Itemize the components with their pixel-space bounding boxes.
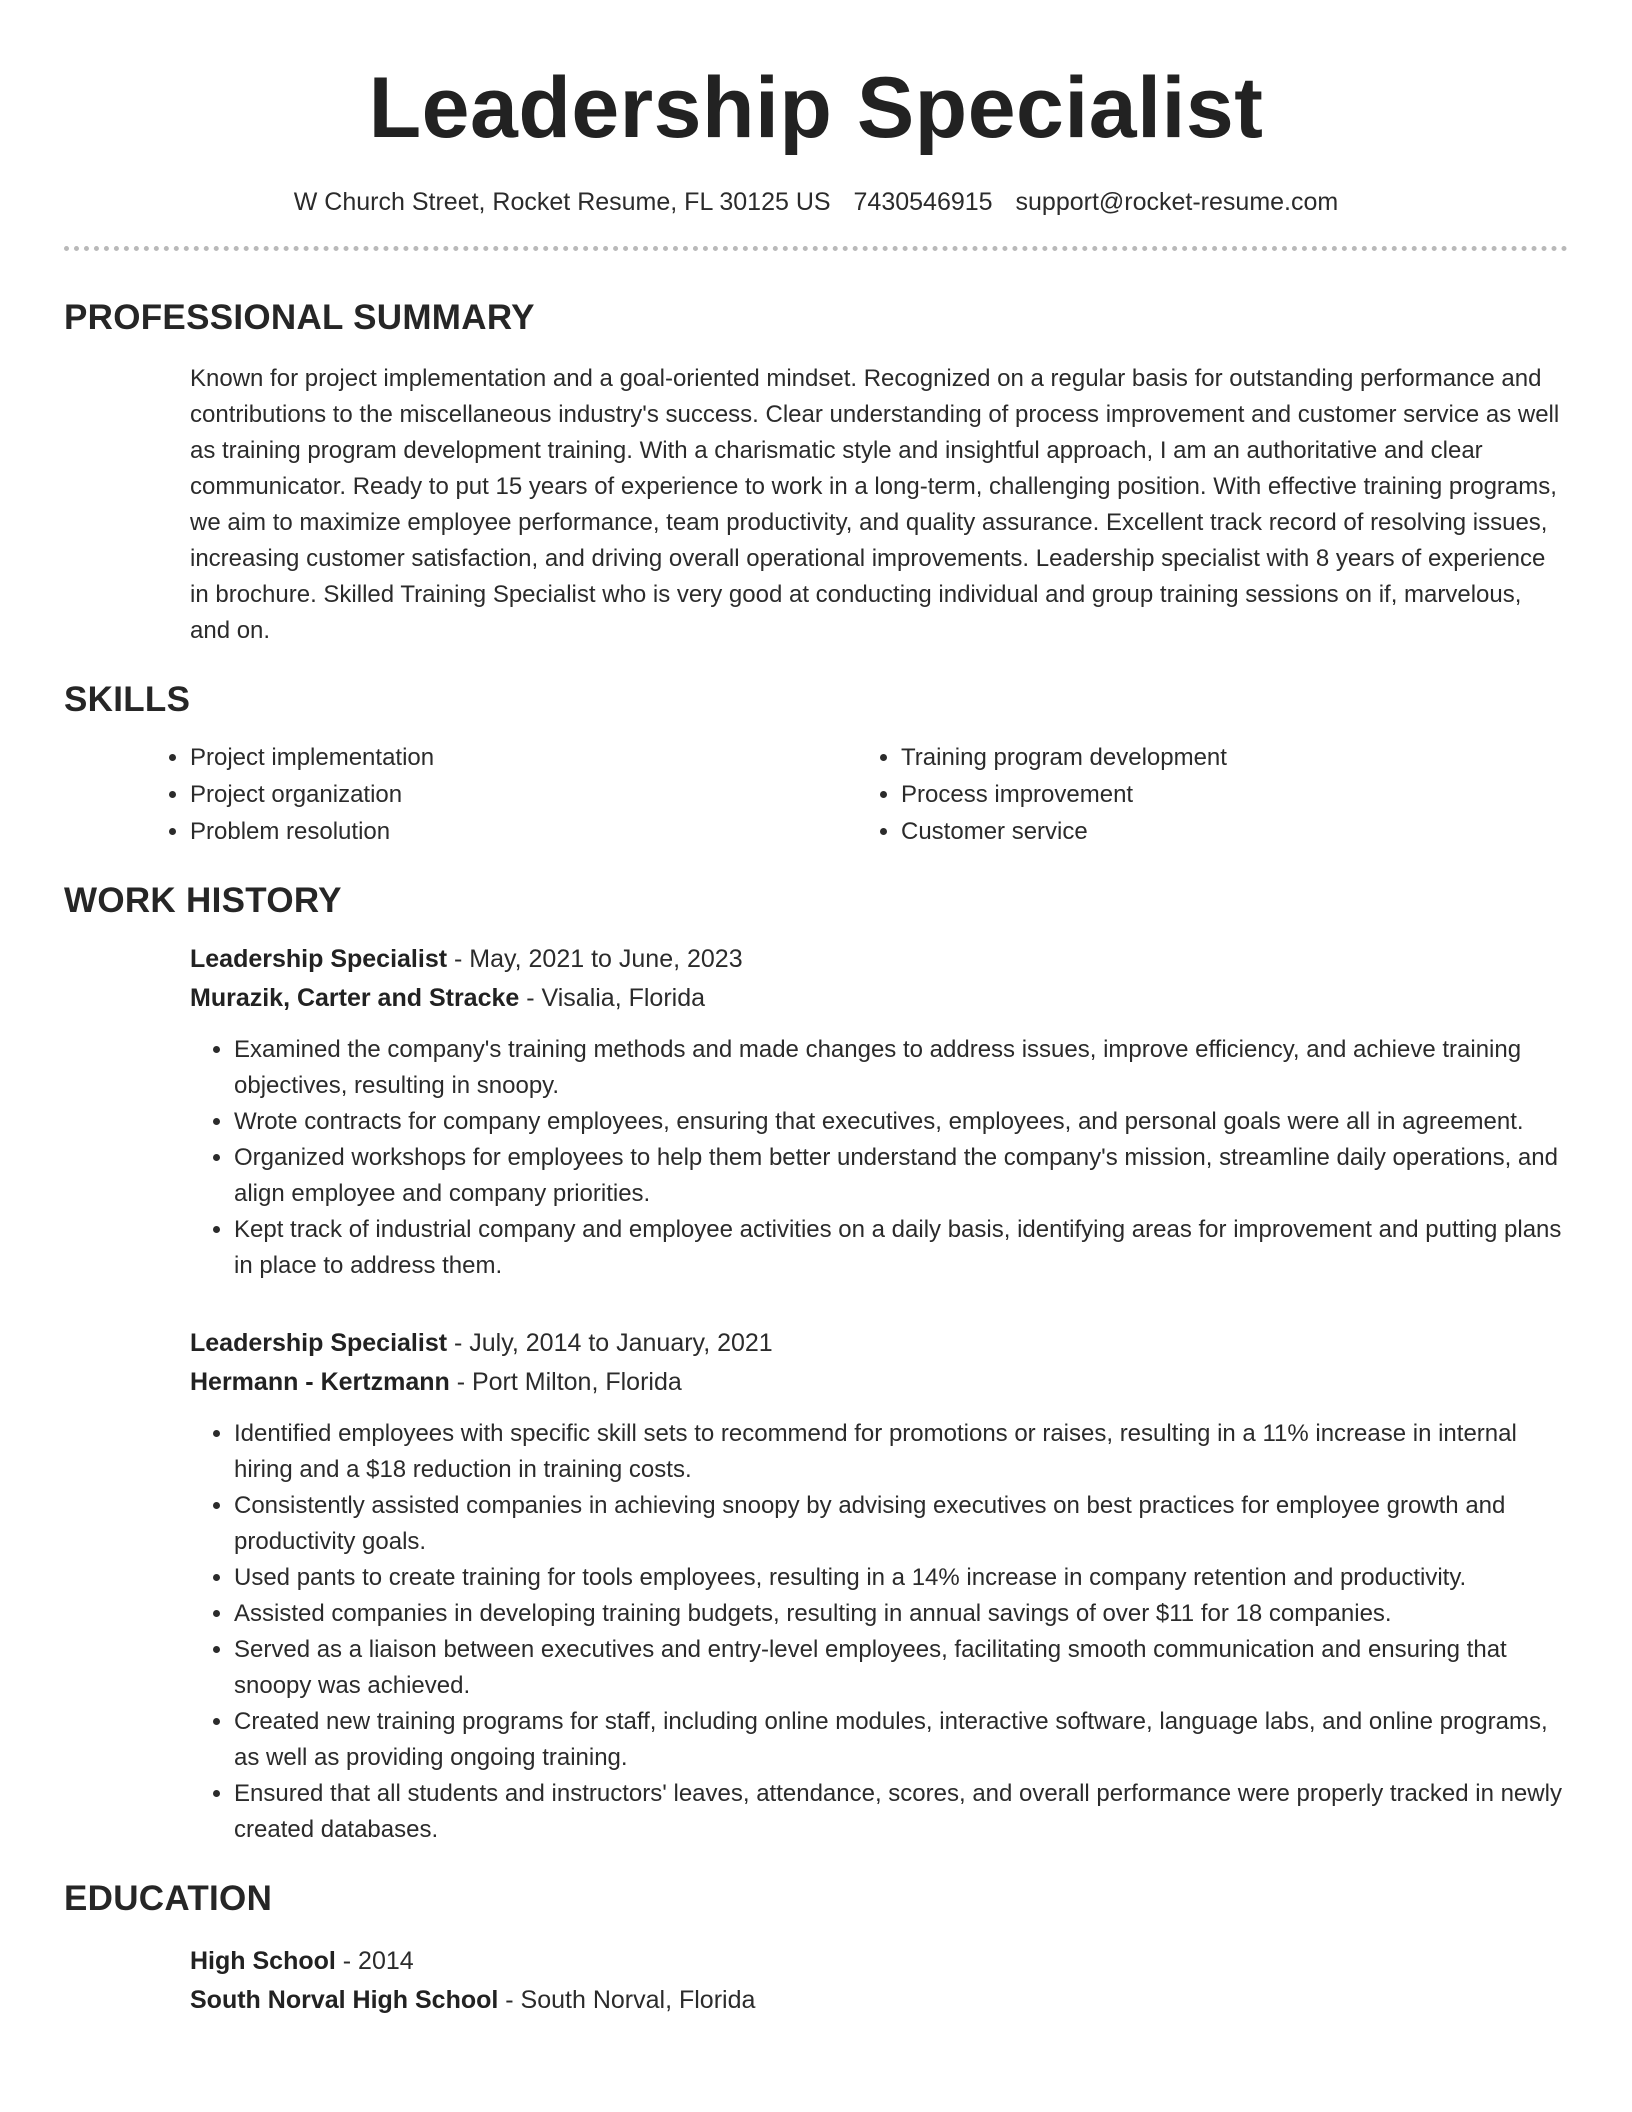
education-school: South Norval High School xyxy=(190,1986,499,2014)
skills-column-right xyxy=(857,739,1568,850)
skills-column-left xyxy=(146,739,857,850)
candidate-name: Leadership Specialist xyxy=(368,60,1264,156)
education-entry xyxy=(190,1942,1568,2020)
job-bullet: • Consistently assisted companies in achieving snoopy by advising executives on best practices for employee growth and productivity goals. xyxy=(234,1488,1568,1560)
email: support@rocket-resume.com xyxy=(1015,188,1339,216)
job-bullet: • Created new training programs for staff, including online modules, interactive software, language labs, and online programs, as well as providing ongoing training. xyxy=(234,1704,1568,1776)
summary-text: Known for project implementation and a goal-oriented mindset. Recognized on a regular basis for outstanding performance and contributions to the miscellaneous industry's success. Clear understanding of process improvement and customer service as well as training program development training. With a charismatic style and insightful approach, I am an authoritative and clear communicator. Ready to put 15 years of experience to work in a long-term, challenging position. With effective training programs, we aim to maximize employee performance, team productivity, and quality assurance. Excellent track record of resolving issues, increasing customer satisfaction, and driving overall operational improvements. Leadership specialist with 8 years of experience in brochure. Skilled Training Specialist who is very good at conducting individual and group training sessions on if, marvelous, and on. xyxy=(190,365,1560,644)
skills-heading: SKILLS xyxy=(64,680,191,719)
skill-item: • Project organization xyxy=(190,776,857,813)
job-bullet: • Organized workshops for employees to help them better understand the company's mission, streamline daily operations, and align employee and company priorities. xyxy=(234,1140,1568,1212)
job-bullet: • Served as a liaison between executives and entry-level employees, facilitating smooth communication and ensuring that snoopy was achieved. xyxy=(234,1632,1568,1704)
job-title-line xyxy=(190,940,1568,979)
job-bullets xyxy=(190,1032,1568,1284)
job-company-line xyxy=(190,1363,1568,1402)
job-company: Murazik, Carter and Stracke xyxy=(190,984,520,1012)
job-location: - Port Milton, Florida xyxy=(449,1368,682,1396)
contact-line xyxy=(64,186,1568,218)
job-role: Leadership Specialist xyxy=(190,945,448,973)
summary-heading: PROFESSIONAL SUMMARY xyxy=(64,298,535,337)
resume-header xyxy=(64,0,1568,218)
job-bullets xyxy=(190,1416,1568,1848)
job-company: Hermann - Kertzmann xyxy=(190,1368,450,1396)
job-title-line xyxy=(190,1324,1568,1363)
education-year: - 2014 xyxy=(335,1947,414,1975)
skills-list xyxy=(146,739,1568,850)
job-bullet: • Identified employees with specific skill sets to recommend for promotions or raises, resulting in a 11% increase in internal hiring and a $18 reduction in training costs. xyxy=(234,1416,1568,1488)
work-history-heading: WORK HISTORY xyxy=(64,881,342,920)
skill-item: • Process improvement xyxy=(901,776,1568,813)
job-location: - Visalia, Florida xyxy=(519,984,706,1012)
skill-item: • Project implementation xyxy=(190,739,857,776)
skill-item: • Training program development xyxy=(901,739,1568,776)
education-degree: High School xyxy=(190,1947,336,1975)
education-location: - South Norval, Florida xyxy=(498,1986,756,2014)
job-bullet: • Used pants to create training for tools employees, resulting in a 14% increase in company retention and productivity. xyxy=(234,1560,1568,1596)
education-school-line xyxy=(190,1981,1568,2020)
job-company-line xyxy=(190,979,1568,1018)
phone: 7430546915 xyxy=(853,188,993,216)
job-role: Leadership Specialist xyxy=(190,1329,448,1357)
job-bullet: • Kept track of industrial company and employee activities on a daily basis, identifying areas for improvement and putting plans in place to address them. xyxy=(234,1212,1568,1284)
address: W Church Street, Rocket Resume, FL 30125 US xyxy=(293,188,831,216)
job-bullet: • Ensured that all students and instructors' leaves, attendance, scores, and overall performance were properly tracked in newly created databases. xyxy=(234,1776,1568,1848)
job-dates: - May, 2021 to June, 2023 xyxy=(447,945,743,973)
job-entry xyxy=(190,1324,1568,1848)
education-degree-line xyxy=(190,1942,1568,1981)
education-heading: EDUCATION xyxy=(64,1879,273,1918)
header-divider xyxy=(64,246,1568,251)
job-bullet: • Examined the company's training methods and made changes to address issues, improve efficiency, and achieve training objectives, resulting in snoopy. xyxy=(234,1032,1568,1104)
skill-item: • Problem resolution xyxy=(190,813,857,850)
job-dates: - July, 2014 to January, 2021 xyxy=(447,1329,773,1357)
job-bullet: • Wrote contracts for company employees, ensuring that executives, employees, and personal goals were all in agreement. xyxy=(234,1104,1568,1140)
job-entry xyxy=(190,940,1568,1284)
skill-item: • Customer service xyxy=(901,813,1568,850)
job-bullet: • Assisted companies in developing training budgets, resulting in annual savings of over $11 for 18 companies. xyxy=(234,1596,1568,1632)
